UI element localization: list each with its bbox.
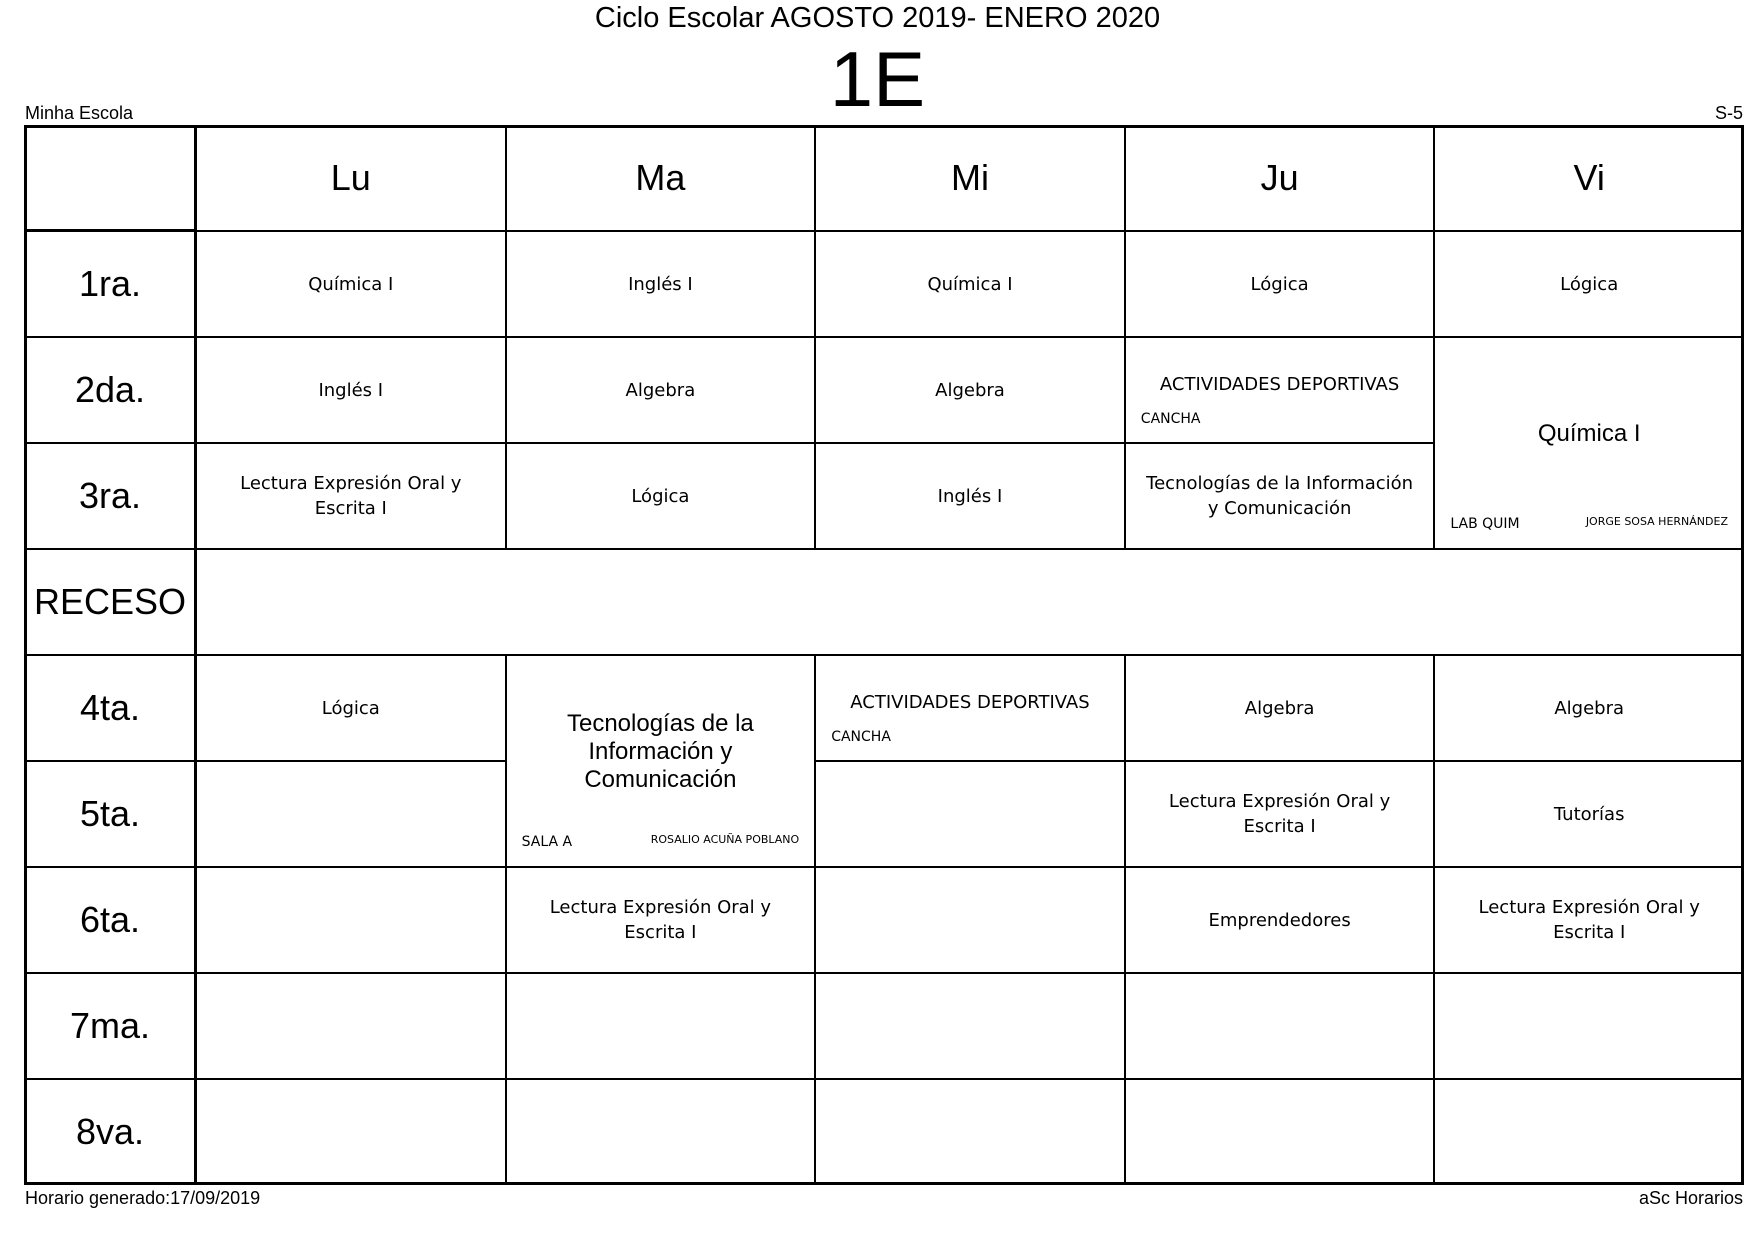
lesson-cell <box>1125 761 1435 867</box>
lesson-subject: Lógica <box>321 697 380 719</box>
header-divider-vertical <box>194 125 197 1185</box>
recess-row <box>196 549 1744 655</box>
empty-slot <box>815 973 1125 1079</box>
lesson-subject: Inglés I <box>628 273 693 295</box>
period-label: RECESO <box>24 549 196 655</box>
lesson-cell <box>196 655 506 761</box>
lesson-cell <box>815 231 1125 337</box>
generated-date: Horario generado:17/09/2019 <box>25 1188 261 1208</box>
lesson-subject: Lectura Expresión Oral y Escrita I <box>1478 897 1700 943</box>
lesson-cell <box>506 443 816 549</box>
lesson-teacher: JORGE SOSA HERNÁNDEZ <box>1585 515 1728 528</box>
empty-slot <box>1125 973 1435 1079</box>
school-name: Minha Escola <box>25 103 134 123</box>
lesson-subject: Lectura Expresión Oral y Escrita I <box>1168 791 1391 837</box>
lesson-cell <box>815 443 1125 549</box>
empty-slot <box>1125 1079 1435 1185</box>
lesson-cell <box>1125 443 1435 549</box>
lesson-cell <box>1434 337 1744 549</box>
period-label: 1ra. <box>24 231 196 337</box>
empty-slot <box>196 1079 506 1185</box>
lesson-room: SALA A <box>521 834 573 850</box>
lesson-subject: Química I <box>1537 420 1641 447</box>
lesson-subject: Inglés I <box>318 379 384 401</box>
period-label: 6ta. <box>24 867 196 973</box>
lesson-room: LAB QUIM <box>1450 516 1520 532</box>
lesson-cell <box>1125 337 1435 443</box>
empty-slot <box>1434 1079 1744 1185</box>
empty-slot <box>196 761 506 867</box>
lesson-cell <box>815 337 1125 443</box>
lesson-subject: Lógica <box>631 485 690 507</box>
empty-slot <box>815 1079 1125 1185</box>
lesson-cell <box>1434 761 1744 867</box>
lesson-subject: Química I <box>927 273 1013 295</box>
period-label: 2da. <box>24 337 196 443</box>
period-label: 5ta. <box>24 761 196 867</box>
lesson-subject: Algebra <box>935 379 1005 401</box>
lesson-cell <box>506 231 816 337</box>
lesson-subject: Lógica <box>1560 273 1619 295</box>
software-credit: aSc Horarios <box>1638 1188 1743 1208</box>
cycle-title: Ciclo Escolar AGOSTO 2019- ENERO 2020 <box>594 2 1161 34</box>
schedule-code: S-5 <box>1714 103 1743 123</box>
empty-slot <box>506 1079 816 1185</box>
lesson-cell <box>196 231 506 337</box>
lesson-cell <box>506 655 816 867</box>
day-header: Mi <box>815 125 1125 231</box>
lesson-cell <box>506 867 816 973</box>
lesson-subject: Lectura Expresión Oral y Escrita I <box>549 897 772 943</box>
period-label: 8va. <box>24 1079 196 1185</box>
lesson-subject: Algebra <box>625 379 696 401</box>
lesson-subject: ACTIVIDADES DEPORTIVAS <box>850 691 1090 713</box>
lesson-cell <box>1125 655 1435 761</box>
lesson-cell <box>815 655 1125 761</box>
empty-slot <box>196 973 506 1079</box>
period-label: 4ta. <box>24 655 196 761</box>
lesson-subject: Emprendedores <box>1208 909 1351 931</box>
day-header: Vi <box>1434 125 1744 231</box>
lesson-cell <box>1125 867 1435 973</box>
timetable-grid <box>24 125 1744 1185</box>
lesson-room: CANCHA <box>1140 411 1201 427</box>
lesson-cell <box>1434 867 1744 973</box>
lesson-subject: Lectura Expresión Oral y Escrita I <box>240 473 462 519</box>
lesson-subject: Tecnologías de la Información y Comunicación <box>566 710 754 793</box>
group-title: 1E <box>829 35 926 123</box>
lesson-subject: Algebra <box>1244 697 1315 719</box>
lesson-cell <box>196 443 506 549</box>
lesson-subject: Química I <box>308 273 394 295</box>
lesson-subject: ACTIVIDADES DEPORTIVAS <box>1159 373 1400 395</box>
period-label: 7ma. <box>24 973 196 1079</box>
day-header: Ju <box>1125 125 1435 231</box>
header-divider-horizontal <box>24 229 196 232</box>
empty-slot <box>506 973 816 1079</box>
day-header: Ma <box>506 125 816 231</box>
corner-cell <box>24 125 196 231</box>
day-header: Lu <box>196 125 506 231</box>
lesson-cell <box>1434 655 1744 761</box>
empty-slot <box>815 867 1125 973</box>
lesson-room: CANCHA <box>831 729 891 745</box>
lesson-teacher: ROSALIO ACUÑA POBLANO <box>650 833 800 846</box>
empty-slot <box>815 761 1125 867</box>
lesson-cell <box>1434 231 1744 337</box>
lesson-cell <box>196 337 506 443</box>
period-label: 3ra. <box>24 443 196 549</box>
lesson-subject: Inglés I <box>937 485 1003 507</box>
empty-slot <box>1434 973 1744 1079</box>
lesson-cell <box>506 337 816 443</box>
lesson-subject: Tecnologías de la Información y Comunicación <box>1146 473 1414 519</box>
empty-slot <box>196 867 506 973</box>
lesson-cell <box>1125 231 1435 337</box>
lesson-subject: Algebra <box>1554 697 1625 719</box>
lesson-subject: Lógica <box>1250 273 1309 295</box>
lesson-subject: Tutorías <box>1553 803 1625 825</box>
